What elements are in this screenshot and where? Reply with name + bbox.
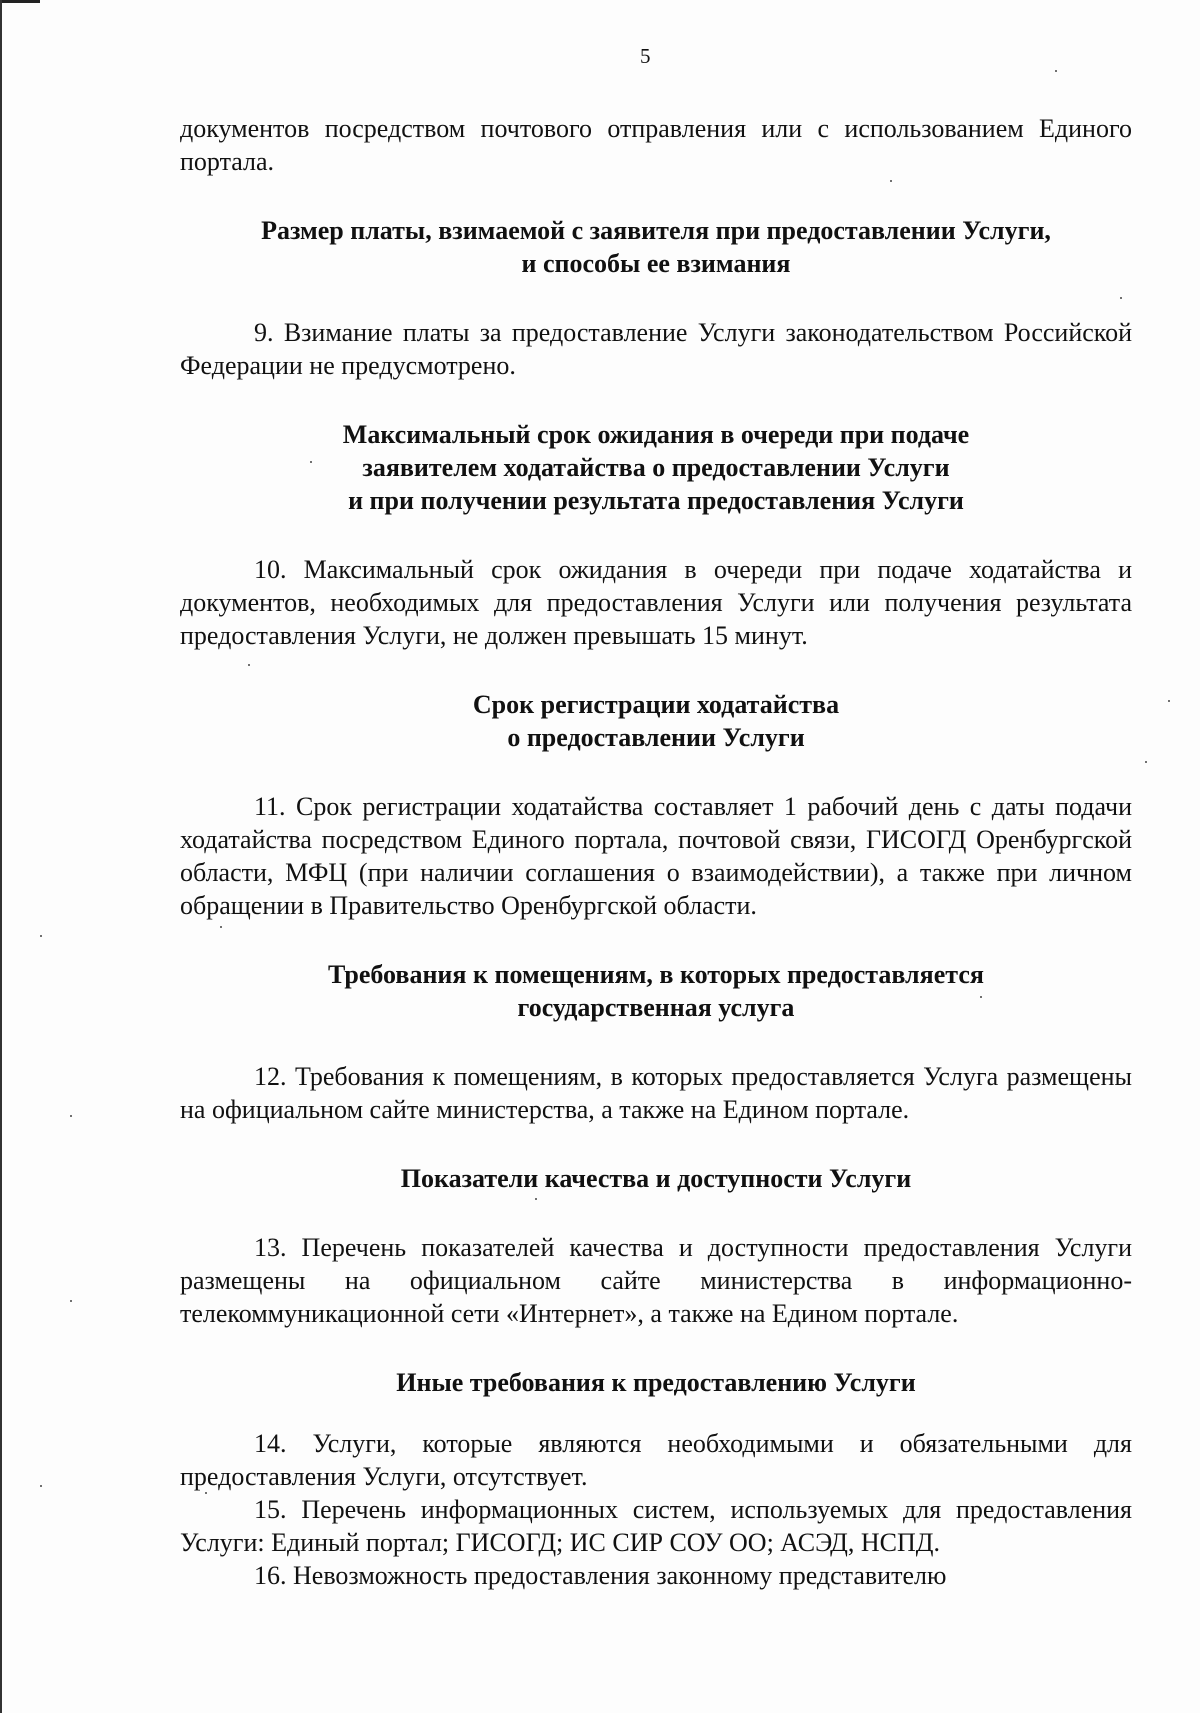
scan-corner-mark — [0, 0, 40, 3]
scan-speck — [1145, 761, 1147, 763]
paragraph-11: 11. Срок регистрации ходатайства составляет 1 рабочий день с даты подачи ходатайства посредством Единого портала, почтовой связи, ГИСОГД Оренбургской области, МФЦ (при наличии соглашения о взаимодействии), а также при личном обращении в Правительство Оренбургской области. — [180, 792, 1132, 920]
scan-speck — [40, 935, 42, 937]
scan-speck — [205, 1492, 207, 1494]
paragraph-10: 10. Максимальный срок ожидания в очереди при подаче ходатайства и документов, необходимых для предоставления Услуги или получения результата предоставления Услуги, не должен превышать 15 минут. — [180, 555, 1132, 650]
paragraph-continuation: документов посредством почтового отправления или с использованием Единого портала. — [180, 114, 1132, 176]
scan-speck — [980, 996, 982, 998]
scan-speck — [1120, 297, 1122, 299]
document-body — [180, 112, 1132, 1592]
heading-queue-time: Максимальный срок ожидания в очереди при подаче заявителем ходатайства о предоставлении Услуги и при получении результата предоставления Услуги — [342, 420, 970, 515]
paragraph-14: 14. Услуги, которые являются необходимыми и обязательными для предоставления Услуги, отсутствует. — [180, 1429, 1132, 1491]
page-number: 5 — [640, 44, 651, 68]
scan-speck — [1168, 700, 1170, 702]
paragraph-13: 13. Перечень показателей качества и доступности предоставления Услуги размещены на официальном сайте министерства в информационно-телекоммуникационной сети «Интернет», а также на Едином портале. — [180, 1233, 1132, 1328]
heading-quality: Показатели качества и доступности Услуги — [400, 1164, 912, 1193]
scan-speck — [310, 461, 312, 463]
scan-speck — [248, 664, 250, 666]
paragraph-9: 9. Взимание платы за предоставление Услуги законодательством Российской Федерации не предусмотрено. — [180, 318, 1132, 380]
scan-speck — [890, 180, 892, 182]
heading-registration: Срок регистрации ходатайства о предоставлении Услуги — [472, 690, 840, 752]
heading-premises: Требования к помещениям, в которых предоставляется государственная услуга — [328, 960, 984, 1022]
scan-speck — [535, 1198, 537, 1200]
heading-fee: Размер платы, взимаемой с заявителя при предоставлении Услуги, и способы ее взимания — [261, 216, 1051, 278]
scan-speck — [70, 1300, 72, 1302]
heading-other-requirements: Иные требования к предоставлению Услуги — [396, 1368, 916, 1397]
scan-left-edge — [0, 0, 2, 1713]
paragraph-16: 16. Невозможность предоставления законному представителю — [254, 1561, 947, 1590]
scan-speck — [40, 1485, 42, 1487]
scan-speck — [220, 926, 222, 928]
scan-speck — [1055, 70, 1057, 72]
paragraph-15: 15. Перечень информационных систем, используемых для предоставления Услуги: Единый портал; ГИСОГД; ИС СИР СОУ ОО; АСЭД, НСПД. — [180, 1495, 1132, 1557]
scan-speck — [70, 1115, 72, 1117]
paragraph-12: 12. Требования к помещениям, в которых предоставляется Услуга размещены на официальном сайте министерства, а также на Едином портале. — [180, 1062, 1132, 1124]
